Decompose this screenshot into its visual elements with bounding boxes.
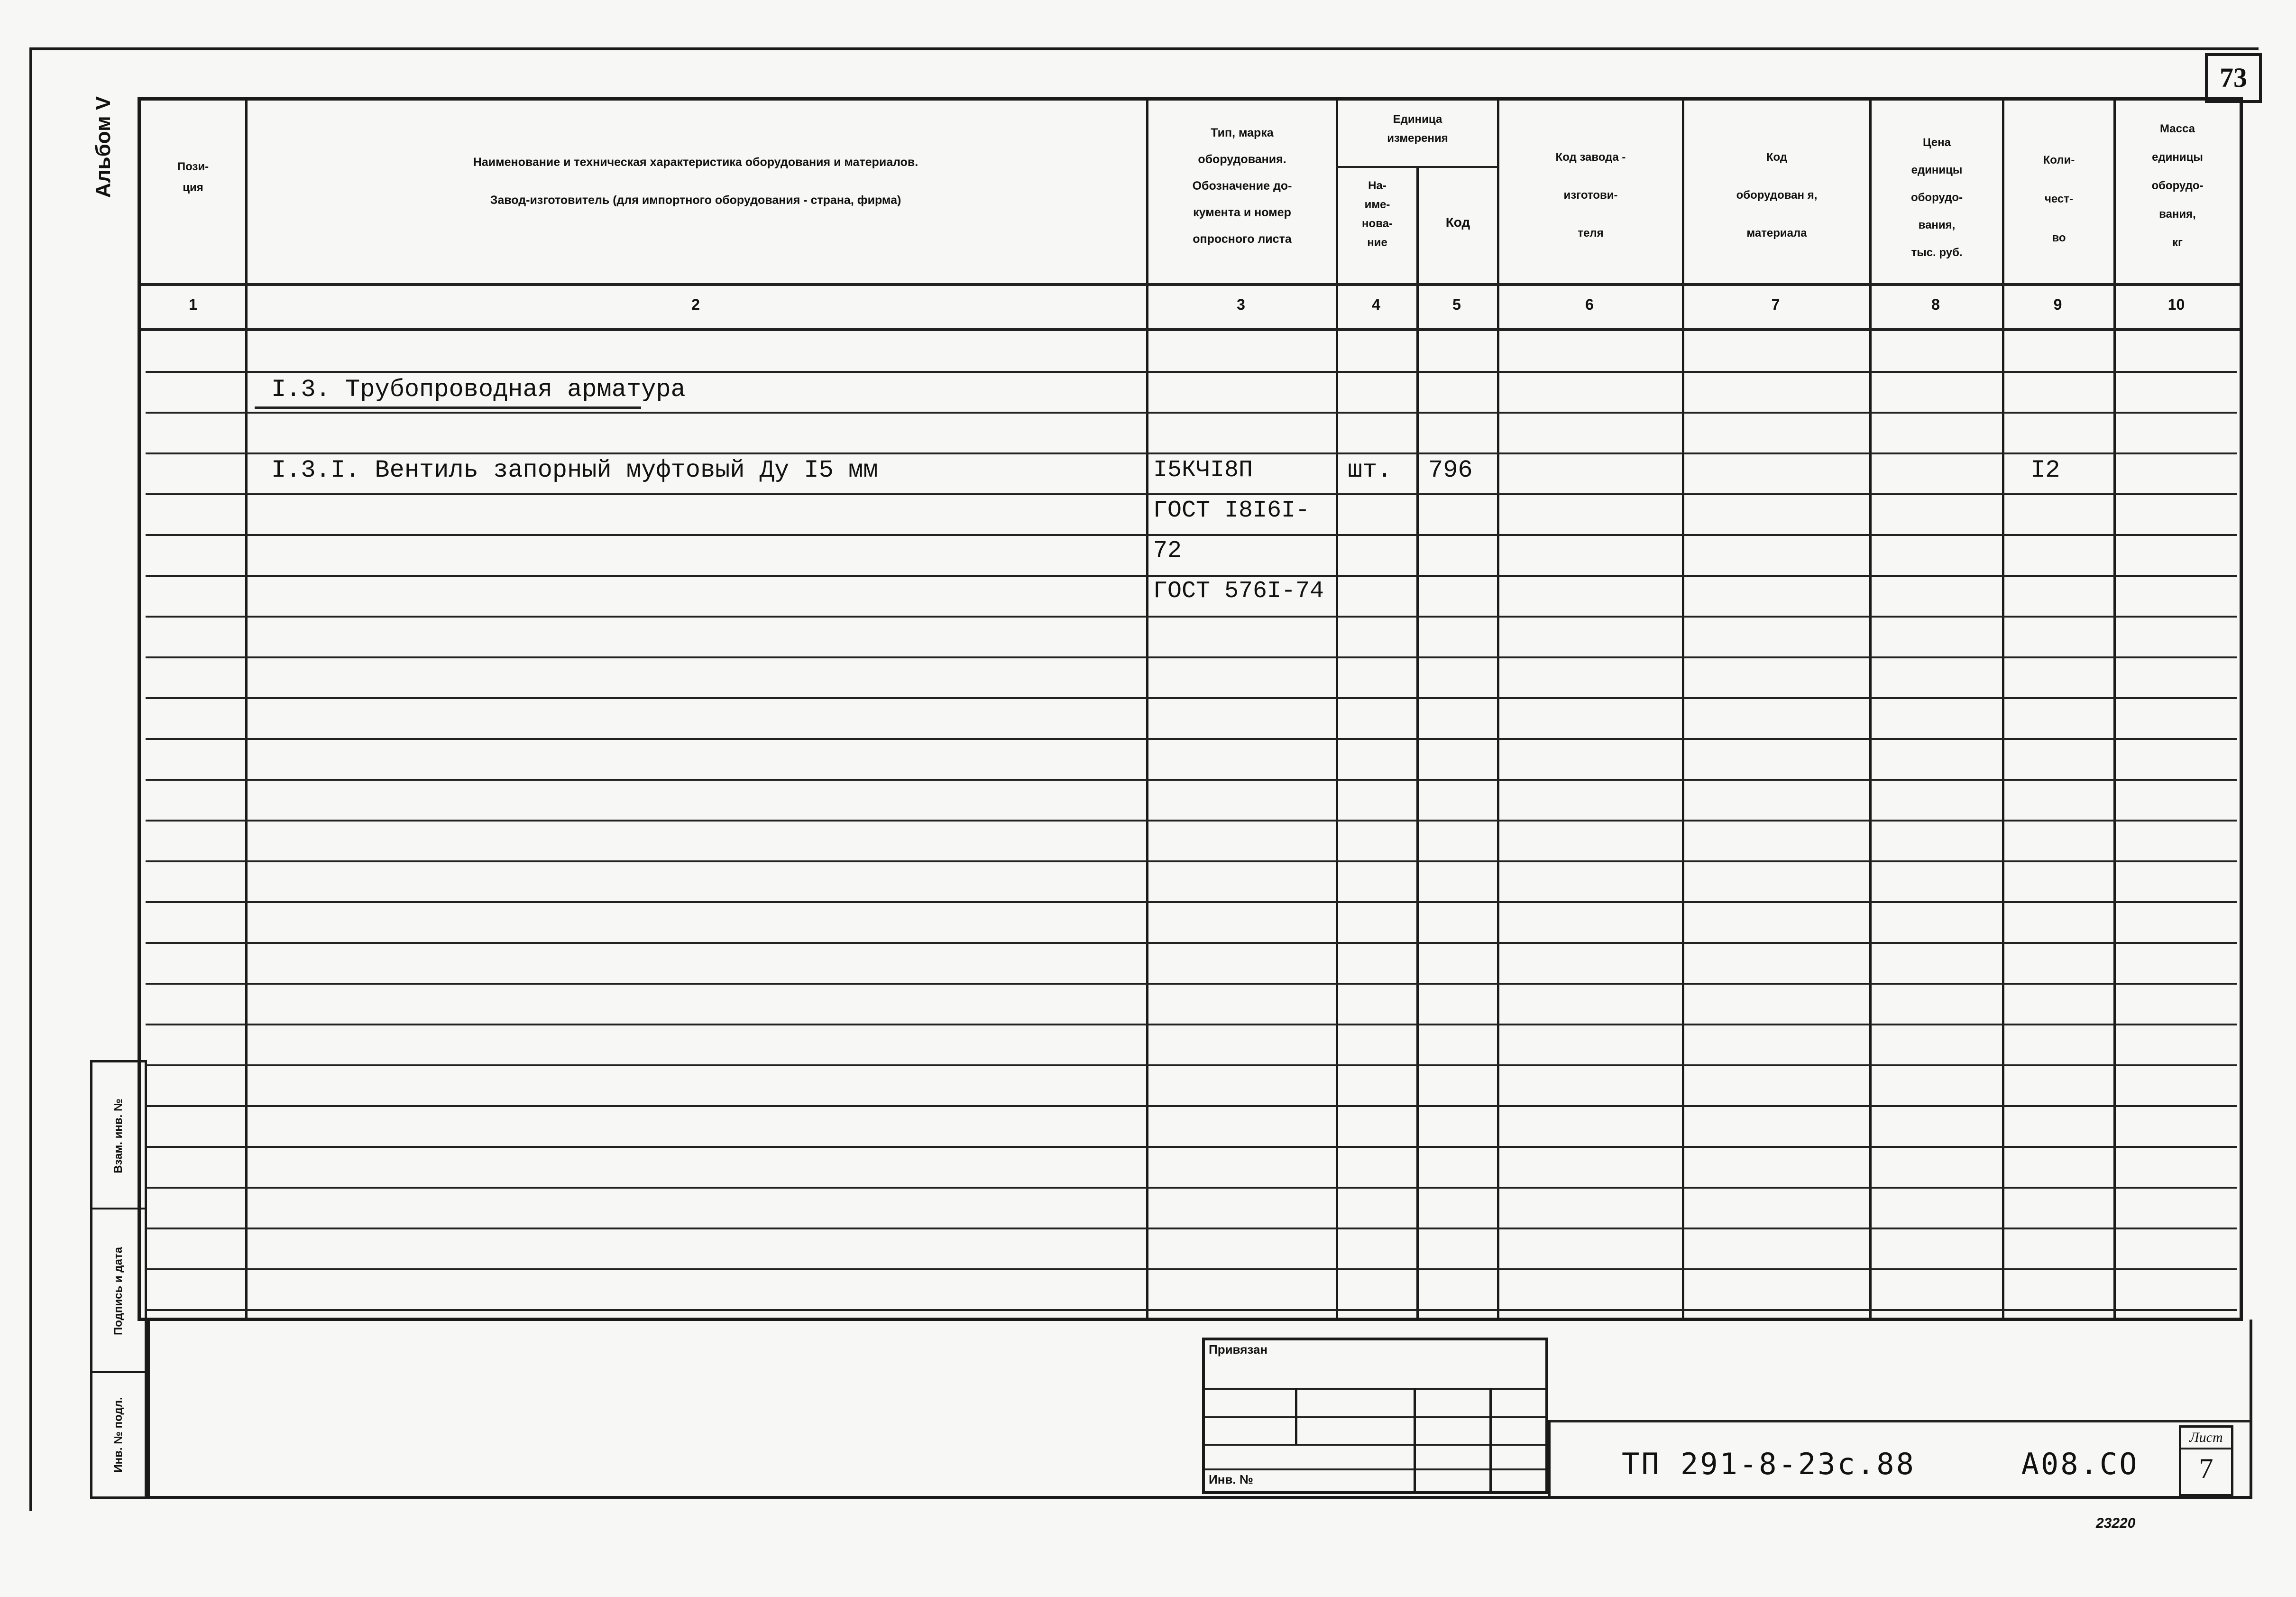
table-row-rule — [146, 1187, 2237, 1189]
header-quantity: Коли- чест- во — [2043, 154, 2075, 244]
binding-stamp — [1202, 1338, 1548, 1494]
stamp-rule-1 — [1205, 1388, 1545, 1390]
header-manufacturer-code: Код завода - изготови- теля — [1555, 151, 1626, 240]
number-row-rule — [141, 328, 2240, 331]
col-number-3: 3 — [1237, 296, 1245, 313]
stamp-cell-signature — [92, 1209, 145, 1373]
table-row-rule — [146, 983, 2237, 985]
table-row-rule — [146, 942, 2237, 944]
header-position: Пози- ция — [177, 160, 209, 194]
sheet-number: 7 — [2199, 1453, 2213, 1484]
stamp-rule-4 — [1205, 1468, 1545, 1470]
header-unit-code: Код — [1445, 215, 1470, 230]
document-code — [1622, 1447, 2139, 1481]
col-number-6: 6 — [1585, 296, 1594, 313]
stamp-label-signature-date: Подпись и дата — [112, 1247, 125, 1335]
table-row-rule — [146, 697, 2237, 699]
section-title: I.3. Трубопроводная арматура — [271, 376, 686, 404]
table-row-rule — [146, 1268, 2237, 1270]
table-row-rule — [146, 616, 2237, 618]
table-row-rule — [146, 371, 2237, 373]
stamp-vrule-2 — [1414, 1388, 1416, 1492]
table-row-rule — [146, 1064, 2237, 1066]
table-row-rule — [146, 901, 2237, 903]
title-block-left-rule — [1548, 1420, 1551, 1496]
header-unit-price: Цена единицы оборудо- вания, тыс. руб. — [1910, 136, 1963, 259]
col-number-9: 9 — [2053, 296, 2062, 313]
stamp-inv-label: Инв. № — [1209, 1472, 1253, 1486]
table-row-rule — [146, 452, 2237, 454]
item-type-line-2: ГОСТ I8I6I- — [1153, 497, 1310, 524]
header-unit-group: Единица измерения — [1387, 113, 1448, 145]
sheet-number-box — [2179, 1425, 2233, 1496]
sheet-box-rule — [2181, 1448, 2231, 1449]
document-number: ТП 291-8-23с.88 — [1622, 1447, 1916, 1481]
table-row-rule — [146, 534, 2237, 536]
item-quantity: I2 — [2030, 456, 2060, 484]
col-number-5: 5 — [1452, 296, 1461, 313]
section-title-underline — [255, 406, 641, 409]
header-equipment-code: Код оборудован я, материала — [1736, 151, 1818, 240]
table-row-rule — [146, 779, 2237, 781]
stamp-cell-replacement — [92, 1062, 145, 1209]
table-row-rule — [146, 493, 2237, 495]
item-type-line-4: ГОСТ 576I-74 — [1153, 578, 1324, 605]
col-number-2: 2 — [691, 296, 700, 313]
page-number: 73 — [2205, 53, 2262, 103]
col-number-1: 1 — [189, 296, 197, 313]
header-type-mark: Тип, марка оборудования. Обозначение до- кумента и номер опросного листа — [1192, 126, 1292, 246]
stamp-vrule-1 — [1295, 1388, 1297, 1445]
stamp-cell-original-inv — [92, 1373, 145, 1496]
table-row-rule — [146, 820, 2237, 822]
header-name-characteristics: Наименование и техническая характеристика оборудования и материалов. Завод-изготовитель (для импортного оборудования - страна, фирма) — [473, 156, 918, 207]
header-bottom-rule — [141, 283, 2240, 286]
table-row-rule — [146, 1024, 2237, 1025]
header-unit-name: На- име- нова- ние — [1362, 179, 1393, 249]
table-row-rule — [146, 1309, 2237, 1311]
header-unit-mass: Масса единицы оборудо- вания, кг — [2151, 122, 2204, 249]
col-number-8: 8 — [1931, 296, 1940, 313]
table-row-rule — [146, 575, 2237, 577]
archive-number: 23220 — [2096, 1515, 2136, 1531]
unit-group-rule — [1336, 166, 1497, 168]
stamp-rule-3 — [1205, 1444, 1545, 1446]
specification-table — [138, 97, 2243, 1321]
sheet-label: Лист — [2189, 1430, 2223, 1445]
stamp-header: Привязан — [1209, 1342, 1268, 1357]
table-row-rule — [146, 1146, 2237, 1148]
stamp-vrule-3 — [1489, 1388, 1492, 1492]
item-unit-code: 796 — [1428, 456, 1473, 484]
stamp-label-original-inv: Инв. № подл. — [112, 1397, 125, 1473]
sheet-code: А08.СО — [2021, 1447, 2139, 1481]
title-block-top-rule — [1549, 1420, 2250, 1422]
item-name: I.3.I. Вентиль запорный муфтовый Ду I5 мм — [271, 456, 878, 484]
item-type-line-1: I5КЧI8П — [1153, 457, 1253, 484]
col-number-4: 4 — [1372, 296, 1380, 313]
col-number-10: 10 — [2167, 296, 2185, 313]
table-row-rule — [146, 1105, 2237, 1107]
table-row-rule — [146, 1228, 2237, 1229]
item-unit: шт. — [1348, 456, 1392, 484]
item-type-line-3: 72 — [1153, 537, 1182, 564]
col-number-7: 7 — [1771, 296, 1780, 313]
stamp-rule-2 — [1205, 1416, 1545, 1418]
table-row-rule — [146, 860, 2237, 862]
stamp-label-replacement-inv: Взам. инв. № — [112, 1099, 125, 1173]
album-label: Альбом V — [92, 96, 115, 198]
table-row-rule — [146, 412, 2237, 414]
table-row-rule — [146, 738, 2237, 740]
table-row-rule — [146, 656, 2237, 658]
